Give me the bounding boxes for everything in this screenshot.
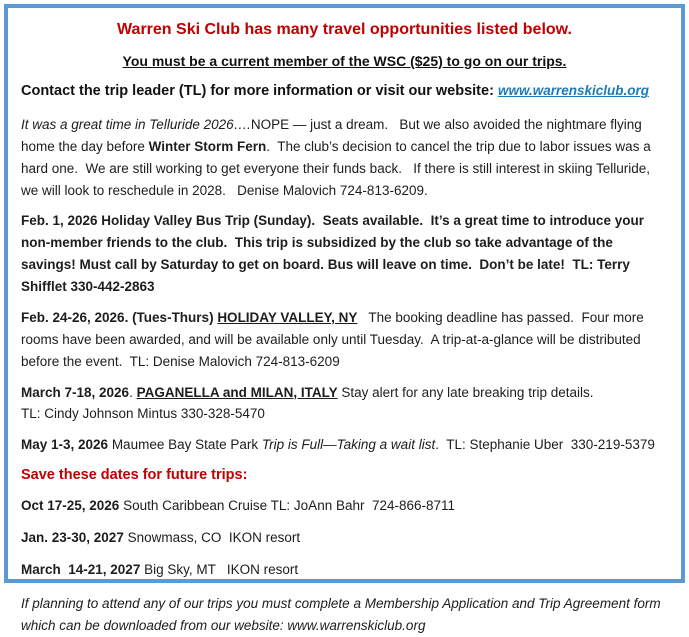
telluride-body-2: . The club’s decision to cancel the trip due to labor issues was a hard one. We are still working to get everyone their funds back. If there is still interest in skiing Telluride, we will look to reschedule in 2028. Denise Malovich 724-813-6209. — [21, 138, 655, 198]
holiday-valley-ny-paragraph — [21, 307, 668, 373]
paganella-milan-paragraph — [21, 382, 668, 426]
future-trip-bigsky — [21, 561, 668, 580]
flyer-page — [4, 4, 685, 633]
maumee-date: May 1-3, 2026 — [21, 437, 109, 453]
contact-line — [21, 82, 668, 102]
membership-notice: You must be a current member of the WSC ($25) to go on our trips. — [122, 52, 567, 69]
membership-application-note: If planning to attend any of our trips you must complete a Membership Application and Trip Agreement form which can be downloaded from our website: www.warrenskiclub.org — [21, 596, 665, 633]
holiday-valley-bus-trip-paragraph: Feb. 1, 2026 Holiday Valley Bus Trip (Sunday). Seats available. It’s a great time to introduce your non-member friends to the club. This trip is subsidized by the club so take advantage of the savings! Must call by Saturday to get on board. Bus will leave on time. Don’t be late! TL: Terry Shifflet 330-442-2863 — [21, 213, 648, 295]
contact-text: Contact the trip leader (TL) for more information or visit our website: — [21, 83, 498, 100]
future-trip-snowmass-details: Snowmass, CO IKON resort — [123, 530, 301, 546]
maumee-full-notice: Trip is Full—Taking a wait list — [261, 437, 436, 453]
future-trip-caribbean-details: South Caribbean Cruise TL: JoAnn Bahr 724-866-8711 — [119, 498, 456, 514]
winter-storm-name: Winter Storm Fern — [148, 138, 267, 154]
maumee-bay-paragraph — [21, 434, 668, 456]
maumee-body-1: Maumee Bay State Park — [108, 437, 262, 453]
future-trip-caribbean — [21, 497, 668, 516]
paganella-trip-leader: TL: Cindy Johnson Mintus 330-328-5470 — [21, 406, 265, 422]
future-trip-snowmass — [21, 529, 668, 548]
paganella-body: Stay alert for any late breaking trip details. — [337, 384, 594, 400]
paganella-date: March 7-18, 2026 — [21, 384, 130, 400]
paganella-separator: . — [129, 384, 137, 400]
holiday-valley-ny-destination: HOLIDAY VALLEY, NY — [217, 309, 358, 325]
holiday-valley-ny-body: The booking deadline has passed. Four more rooms have been awarded, and will be available only until Tuesday. A trip-at-a-glance will be distributed before the event. TL: Denise Malovich 724-813-6209 — [21, 309, 648, 369]
telluride-intro-italic: It was a great time in Telluride 2026…. — [21, 117, 251, 133]
flyer-title: Warren Ski Club has many travel opportunities listed below. — [117, 21, 572, 38]
future-trip-snowmass-date: Jan. 23-30, 2027 — [21, 530, 124, 546]
maumee-body-2: . TL: Stephanie Uber 330-219-5379 — [435, 437, 655, 453]
future-trip-bigsky-details: Big Sky, MT IKON resort — [140, 562, 299, 578]
future-trips-heading: Save these dates for future trips: — [21, 467, 248, 484]
website-link[interactable]: www.warrenskiclub.org — [497, 83, 649, 99]
paganella-destination: PAGANELLA and MILAN, ITALY — [136, 384, 338, 400]
telluride-update-paragraph — [21, 114, 668, 201]
holiday-valley-ny-date: Feb. 24-26, 2026. (Tues-Thurs) — [21, 309, 218, 325]
future-trip-caribbean-date: Oct 17-25, 2026 — [21, 498, 120, 514]
future-trip-bigsky-date: March 14-21, 2027 — [21, 562, 141, 578]
telluride-body-1: NOPE — just a dream. But we also avoided the nightmare flying home the day before — [21, 117, 646, 154]
